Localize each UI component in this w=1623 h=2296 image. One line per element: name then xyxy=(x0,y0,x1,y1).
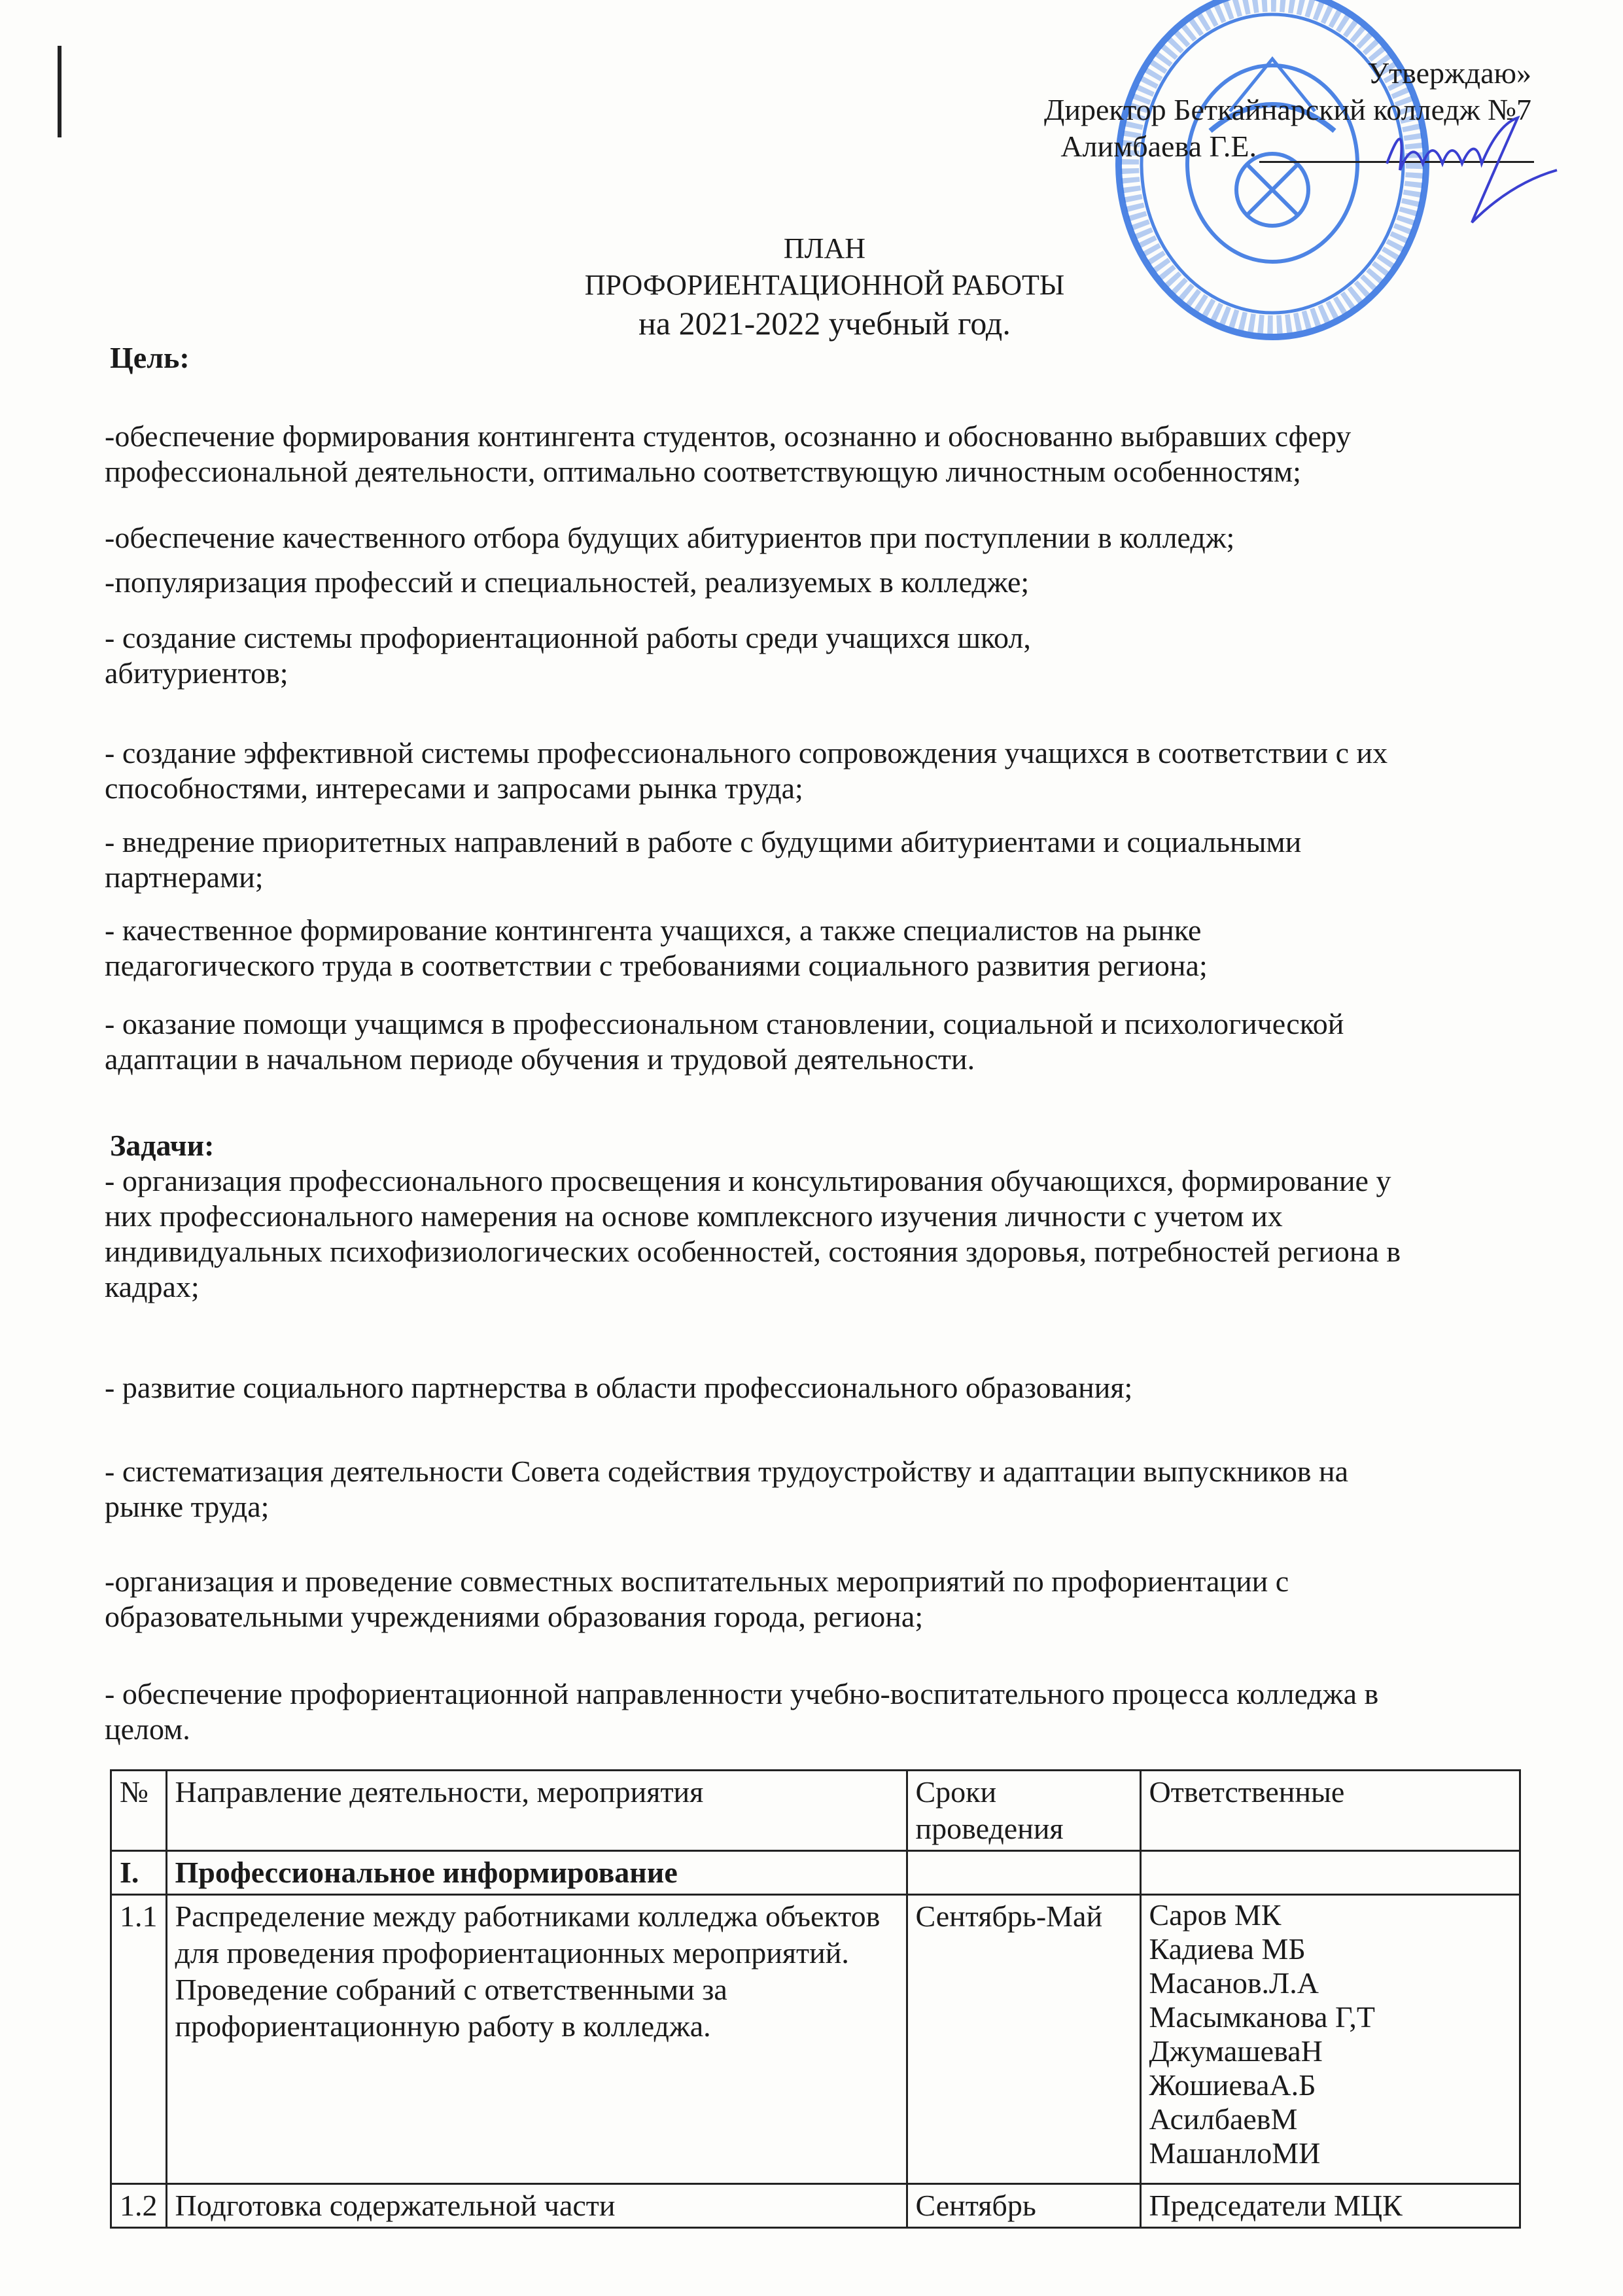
tasks-item xyxy=(105,1676,1544,1747)
table-row xyxy=(111,1895,1520,2184)
goals-line: абитуриентов; xyxy=(105,656,288,690)
row-activity: Подготовка содержательной части xyxy=(166,2184,907,2228)
tasks-line: -организация и проведение совместных воспитательных мероприятий по профориентации с xyxy=(105,1564,1289,1598)
tasks-item xyxy=(105,1163,1544,1305)
goals-item xyxy=(105,824,1544,895)
section-row xyxy=(111,1851,1520,1895)
goals-item xyxy=(105,913,1544,983)
row-period: Сентябрь xyxy=(907,2184,1140,2228)
approval-name: Алимбаева Г.Е. xyxy=(1060,130,1257,163)
goals-line: -обеспечение формирования контингента студентов, осознанно и обоснованно выбравших сферу xyxy=(105,419,1352,453)
tasks-line: - организация профессионального просвещения и консультирования обучающихся, формирование у xyxy=(105,1164,1391,1197)
header-activity: Направление деятельности, мероприятия xyxy=(166,1771,907,1851)
tasks-line: образовательными учреждениями образования города, региона; xyxy=(105,1600,924,1633)
tasks-line: кадрах; xyxy=(105,1270,200,1303)
tasks-line: целом. xyxy=(105,1712,190,1746)
header-period: Сроки проведения xyxy=(907,1771,1140,1851)
scan-mark xyxy=(58,46,61,137)
goals-line: партнерами; xyxy=(105,860,264,894)
goals-line: - оказание помощи учащимся в профессиональном становлении, социальной и психологической xyxy=(105,1007,1344,1040)
goals-line: - качественное формирование контингента учащихся, а также специалистов на рынке xyxy=(105,913,1202,947)
tasks-line: - систематизация деятельности Совета содействия трудоустройству и адаптации выпускников на xyxy=(105,1455,1349,1488)
goal-heading: Цель: xyxy=(110,341,190,374)
row-num: 1.2 xyxy=(111,2184,167,2228)
row-responsible xyxy=(1140,2184,1520,2228)
goals-line: - внедрение приоритетных направлений в работе с будущими абитуриентами и социальными xyxy=(105,825,1302,858)
responsible-person: Кадиева МБ xyxy=(1149,1932,1306,1966)
goals-item xyxy=(105,735,1544,806)
responsible-person: Председатели МЦК xyxy=(1149,2189,1403,2222)
tasks-item xyxy=(105,1564,1544,1634)
responsible-person: ДжумашеваН xyxy=(1149,2034,1323,2068)
goals-line: способностями, интересами и запросами рынка труда; xyxy=(105,771,803,805)
goals-line: педагогического труда в соответствии с требованиями социального развития региона; xyxy=(105,949,1208,982)
goals-item xyxy=(105,565,1544,600)
table-row xyxy=(111,2184,1520,2228)
section-title: Профессиональное информирование xyxy=(166,1851,907,1895)
table-header-row xyxy=(111,1771,1520,1851)
tasks-line: индивидуальных психофизиологических особенностей, состояния здоровья, потребностей региона в xyxy=(105,1235,1401,1268)
row-responsible xyxy=(1140,1895,1520,2184)
approval-line: Утверждаю» xyxy=(1367,56,1531,90)
plan-title: ПЛАН xyxy=(783,232,866,264)
goals-item xyxy=(105,1006,1544,1077)
responsible-person: ЖошиеваА.Б xyxy=(1149,2068,1316,2102)
tasks-line: них профессионального намерения на основе комплексного изучения личности с учетом их xyxy=(105,1199,1283,1233)
responsible-person: Саров МК xyxy=(1149,1898,1282,1932)
responsible-person: АсилбаевМ xyxy=(1149,2102,1298,2136)
responsible-person: МашанлоМИ xyxy=(1149,2136,1321,2170)
plan-subtitle: ПРОФОРИЕНТАЦИОННОЙ РАБОТЫ xyxy=(584,269,1065,301)
row-num: 1.1 xyxy=(111,1895,167,2184)
signature xyxy=(1361,98,1570,229)
tasks-line: - развитие социального партнерства в области профессионального образования; xyxy=(105,1371,1133,1404)
approval-director: Директор Беткайнарский колледж №7 xyxy=(1043,93,1531,126)
goals-line: - создание эффективной системы профессионального сопровождения учащихся в соответствии с их xyxy=(105,736,1388,769)
goals-item xyxy=(105,419,1544,489)
goals-item xyxy=(105,620,1544,691)
goals-line: -обеспечение качественного отбора будущих абитуриентов при поступлении в колледж; xyxy=(105,521,1235,554)
goals-line: -популяризация профессий и специальностей, реализуемых в колледже; xyxy=(105,565,1030,599)
tasks-line: рынке труда; xyxy=(105,1490,270,1523)
responsible-person: Масанов.Л.А xyxy=(1149,1966,1319,2000)
goals-line: адаптации в начальном периоде обучения и трудовой деятельности. xyxy=(105,1042,975,1076)
responsible-person: Масымканова Г,Т xyxy=(1149,2000,1375,2034)
row-activity: Распределение между работниками колледжа объектов для проведения профориентационных мероприятий. Проведение собраний с ответственными за профориентационную работу в колледжа. xyxy=(166,1895,907,2184)
goals-item xyxy=(105,520,1544,556)
plan-year: на 2021-2022 учебный год. xyxy=(638,305,1011,342)
goals-line: - создание системы профориентационной работы среди учащихся школ, xyxy=(105,621,1031,654)
row-period: Сентябрь-Май xyxy=(907,1895,1140,2184)
header-responsible: Ответственные xyxy=(1140,1771,1520,1851)
tasks-item xyxy=(105,1370,1544,1405)
section-num: I. xyxy=(111,1851,167,1895)
plan-table xyxy=(110,1769,1521,2229)
header-num: № xyxy=(111,1771,167,1851)
goals-line: профессиональной деятельности, оптимально соответствующую личностным особенностям; xyxy=(105,455,1301,488)
tasks-heading: Задачи: xyxy=(110,1129,215,1162)
tasks-item xyxy=(105,1454,1544,1525)
tasks-line: - обеспечение профориентационной направленности учебно-воспитательного процесса колледжа в xyxy=(105,1677,1379,1710)
